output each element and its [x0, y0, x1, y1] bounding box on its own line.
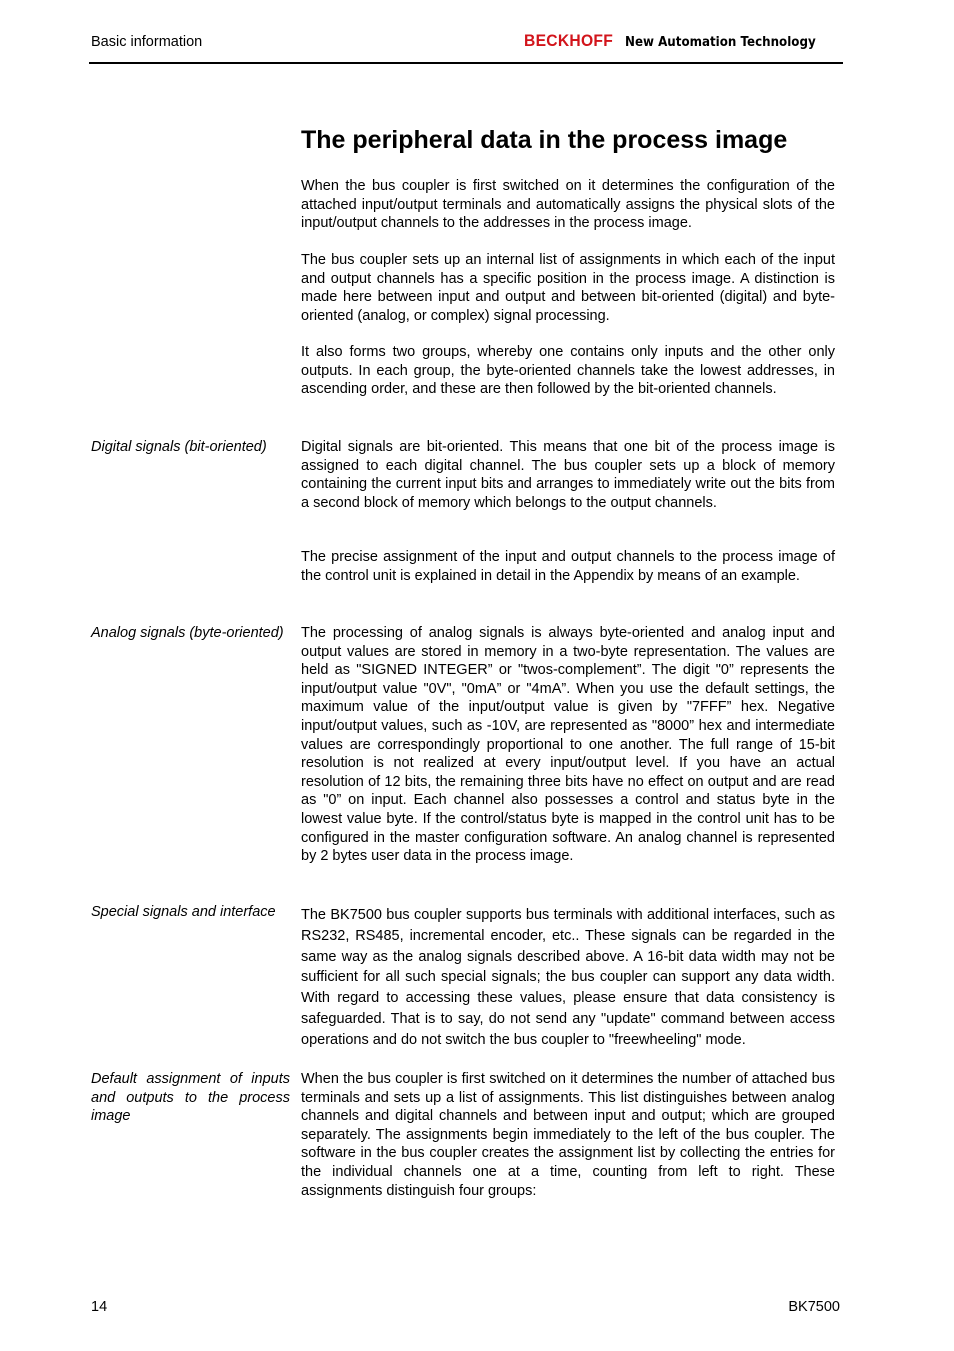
brand-name: BECKHOFF — [524, 31, 614, 50]
page-number: 14 — [91, 1299, 108, 1315]
paragraph-digital: Digital signals are bit-oriented. This means that one bit of the process image is assigned to each digital channel. The bus coupler sets up a block of memory containing the current input bits and arranges to immediately write out the bits from a second block of memory which belongs to the output channels. — [301, 439, 835, 511]
page-title: The peripheral data in the process image — [301, 126, 788, 154]
brand-logo — [524, 31, 842, 51]
side-heading-default: Default assignment of inputs and outputs to the process image — [91, 1071, 290, 1125]
paragraph-groups: It also forms two groups, whereby one contains only inputs and the other only outputs. In each group, the byte-oriented channels take the lowest addresses, in ascending order, and these are then followed by the bit-oriented channels. — [301, 344, 835, 398]
paragraph-intro: When the bus coupler is first switched on it determines the configuration of the attached input/output terminals and automatically assigns the physical slots of the input/output channels to the addresses in the process image. — [301, 178, 835, 232]
header-divider — [89, 62, 843, 64]
paragraph-appendix: The precise assignment of the input and output channels to the process image of the control unit is explained in detail in the Appendix by means of an example. — [301, 549, 835, 584]
paragraph-default-assignment: When the bus coupler is first switched on it determines the number of attached bus terminals and sets up a list of assignments. This list distinguishes between analog channels and digital channels and between input and output; which are grouped separately. The assignments begin immediately to the left of the bus coupler. The software in the bus coupler creates the assignment list by collecting the entries for the individual channels one at a time, counting from left to right. These assignments distinguish four groups: — [301, 1071, 835, 1199]
header-section-label: Basic information — [91, 34, 203, 50]
paragraph-special: The BK7500 bus coupler supports bus terminals with additional interfaces, such as RS232, RS485, incremental encoder, etc.. These signals can be regarded in the same way as the analog signals described above. A 16-bit data width may not be sufficient for all such special signals; the bus coupler can support any data width. With regard to accessing these values, please ensure that data consistency is safeguarded. That is to say, do not send any "update" command between access operations and do not switch the bus coupler to "freewheeling" mode. — [301, 907, 835, 1048]
product-name: BK7500 — [788, 1299, 840, 1315]
paragraph-analog: The processing of analog signals is always byte-oriented and analog input and output values are stored in memory in a two-byte representation. The values are held as "SIGNED INTEGER” or "twos-complement”. The digit "0” represents the input/output value "0V", "0mA” or "4mA”. When you use the default settings, the maximum value of the input/output value is given by "7FFF” hex. Negative input/output values, such as -10V, are represented as "8000” hex and intermediate values are correspondingly proportional to one another. The full range of 15-bit resolution is not realized at every input/output level. If you have an actual resolution of 12 bits, the remaining three bits have no effect on output and are read as "0” on input. Each channel also possesses a control and status byte in the lowest value byte. If the control/status byte is mapped in the control unit has to be configured in the master configuration software. An analog channel is represented by 2 bytes user data in the process image. — [301, 625, 835, 865]
side-heading-analog: Analog signals (byte-oriented) — [91, 625, 284, 641]
side-heading-digital: Digital signals (bit-oriented) — [91, 439, 267, 455]
paragraph-assignment-list: The bus coupler sets up an internal list of assignments in which each of the input and output channels has a specific position in the process image. A distinction is made here between input and output and between bit-oriented (digital) and byte-oriented (analog, or complex) signal processing. — [301, 252, 835, 324]
brand-tagline: New Automation Technology — [625, 34, 816, 50]
side-heading-special: Special signals and interface — [91, 904, 276, 920]
